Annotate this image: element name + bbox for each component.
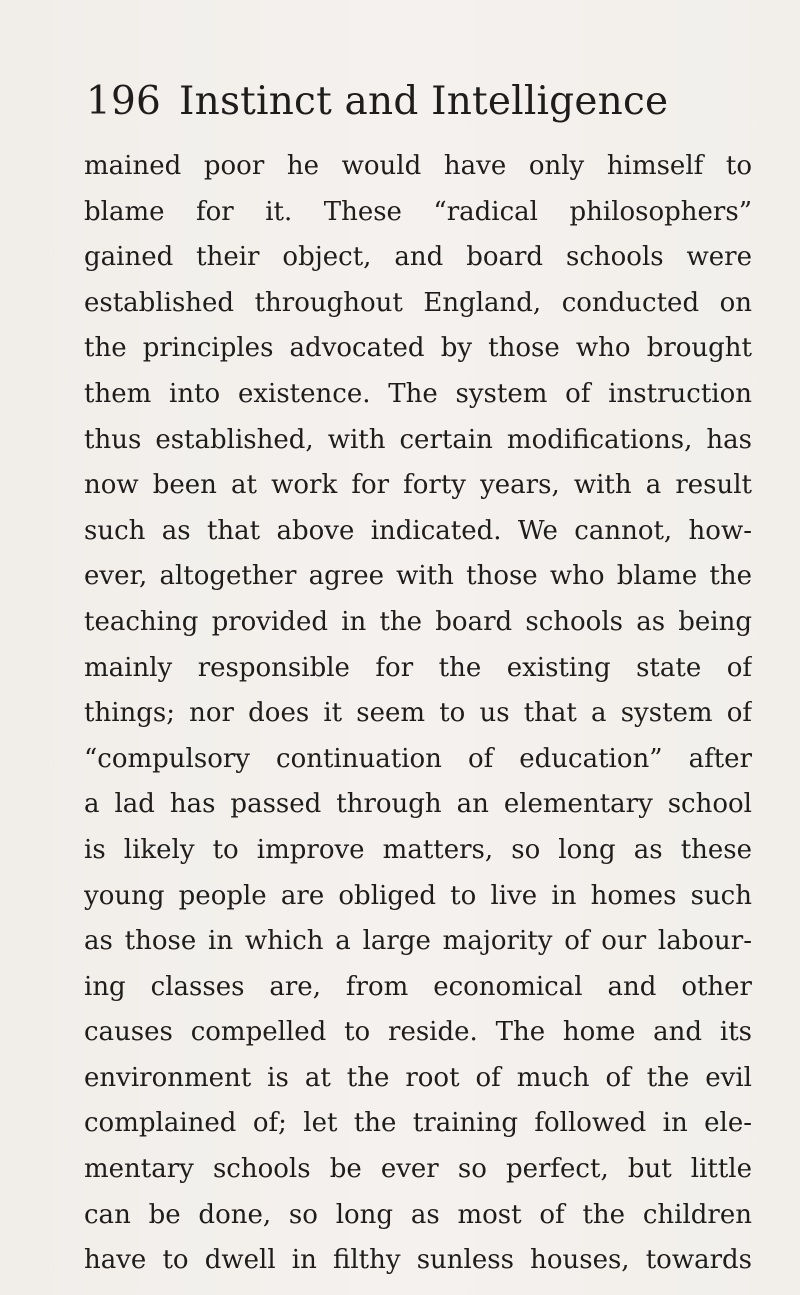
text-line: such as that above indicated. We cannot, how-: [84, 515, 752, 546]
text-line: a lad has passed through an elementary school: [84, 789, 752, 820]
text-line: as those in which a large majority of our labour-: [84, 926, 752, 957]
text-line: the principles advocated by those who brought: [84, 333, 752, 364]
text-line: mainly responsible for the existing state of: [84, 652, 752, 683]
text-line: teaching provided in the board schools as being: [84, 606, 752, 637]
running-head: [86, 78, 668, 126]
text-line: mained poor he would have only himself to: [84, 151, 752, 181]
text-line: ever, altogether agree with those who blame the: [84, 561, 752, 592]
page-number: 196: [86, 79, 162, 124]
text-line: blame for it. These “radical philosophers”: [84, 196, 752, 227]
text-line: complained of; let the training followed in ele-: [84, 1108, 752, 1139]
text-line: environment is at the root of much of the evil: [84, 1062, 752, 1093]
text-line: gained their object, and board schools were: [84, 242, 752, 273]
text-line: is likely to improve matters, so long as these: [84, 834, 752, 865]
text-line: can be done, so long as most of the children: [84, 1199, 752, 1230]
running-title: Instinct and Intelligence: [179, 79, 669, 124]
text-line: now been at work for forty years, with a result: [84, 470, 752, 501]
text-line: causes compelled to reside. The home and its: [84, 1017, 752, 1048]
text-line: established throughout England, conducted on: [84, 287, 752, 318]
text-line: things; nor does it seem to us that a system of: [84, 698, 752, 729]
text-line: ing classes are, from economical and other: [84, 971, 752, 1002]
text-line: them into existence. The system of instruction: [84, 378, 752, 409]
text-line: “compulsory continuation of education” after: [84, 743, 752, 774]
text-line: have to dwell in filthy sunless houses, towards: [84, 1245, 752, 1276]
text-line: thus established, with certain modifications, has: [84, 424, 752, 455]
text-line: mentary schools be ever so perfect, but little: [84, 1154, 752, 1185]
body-text: [84, 144, 752, 1284]
text-line: young people are obliged to live in homes such: [84, 880, 752, 911]
